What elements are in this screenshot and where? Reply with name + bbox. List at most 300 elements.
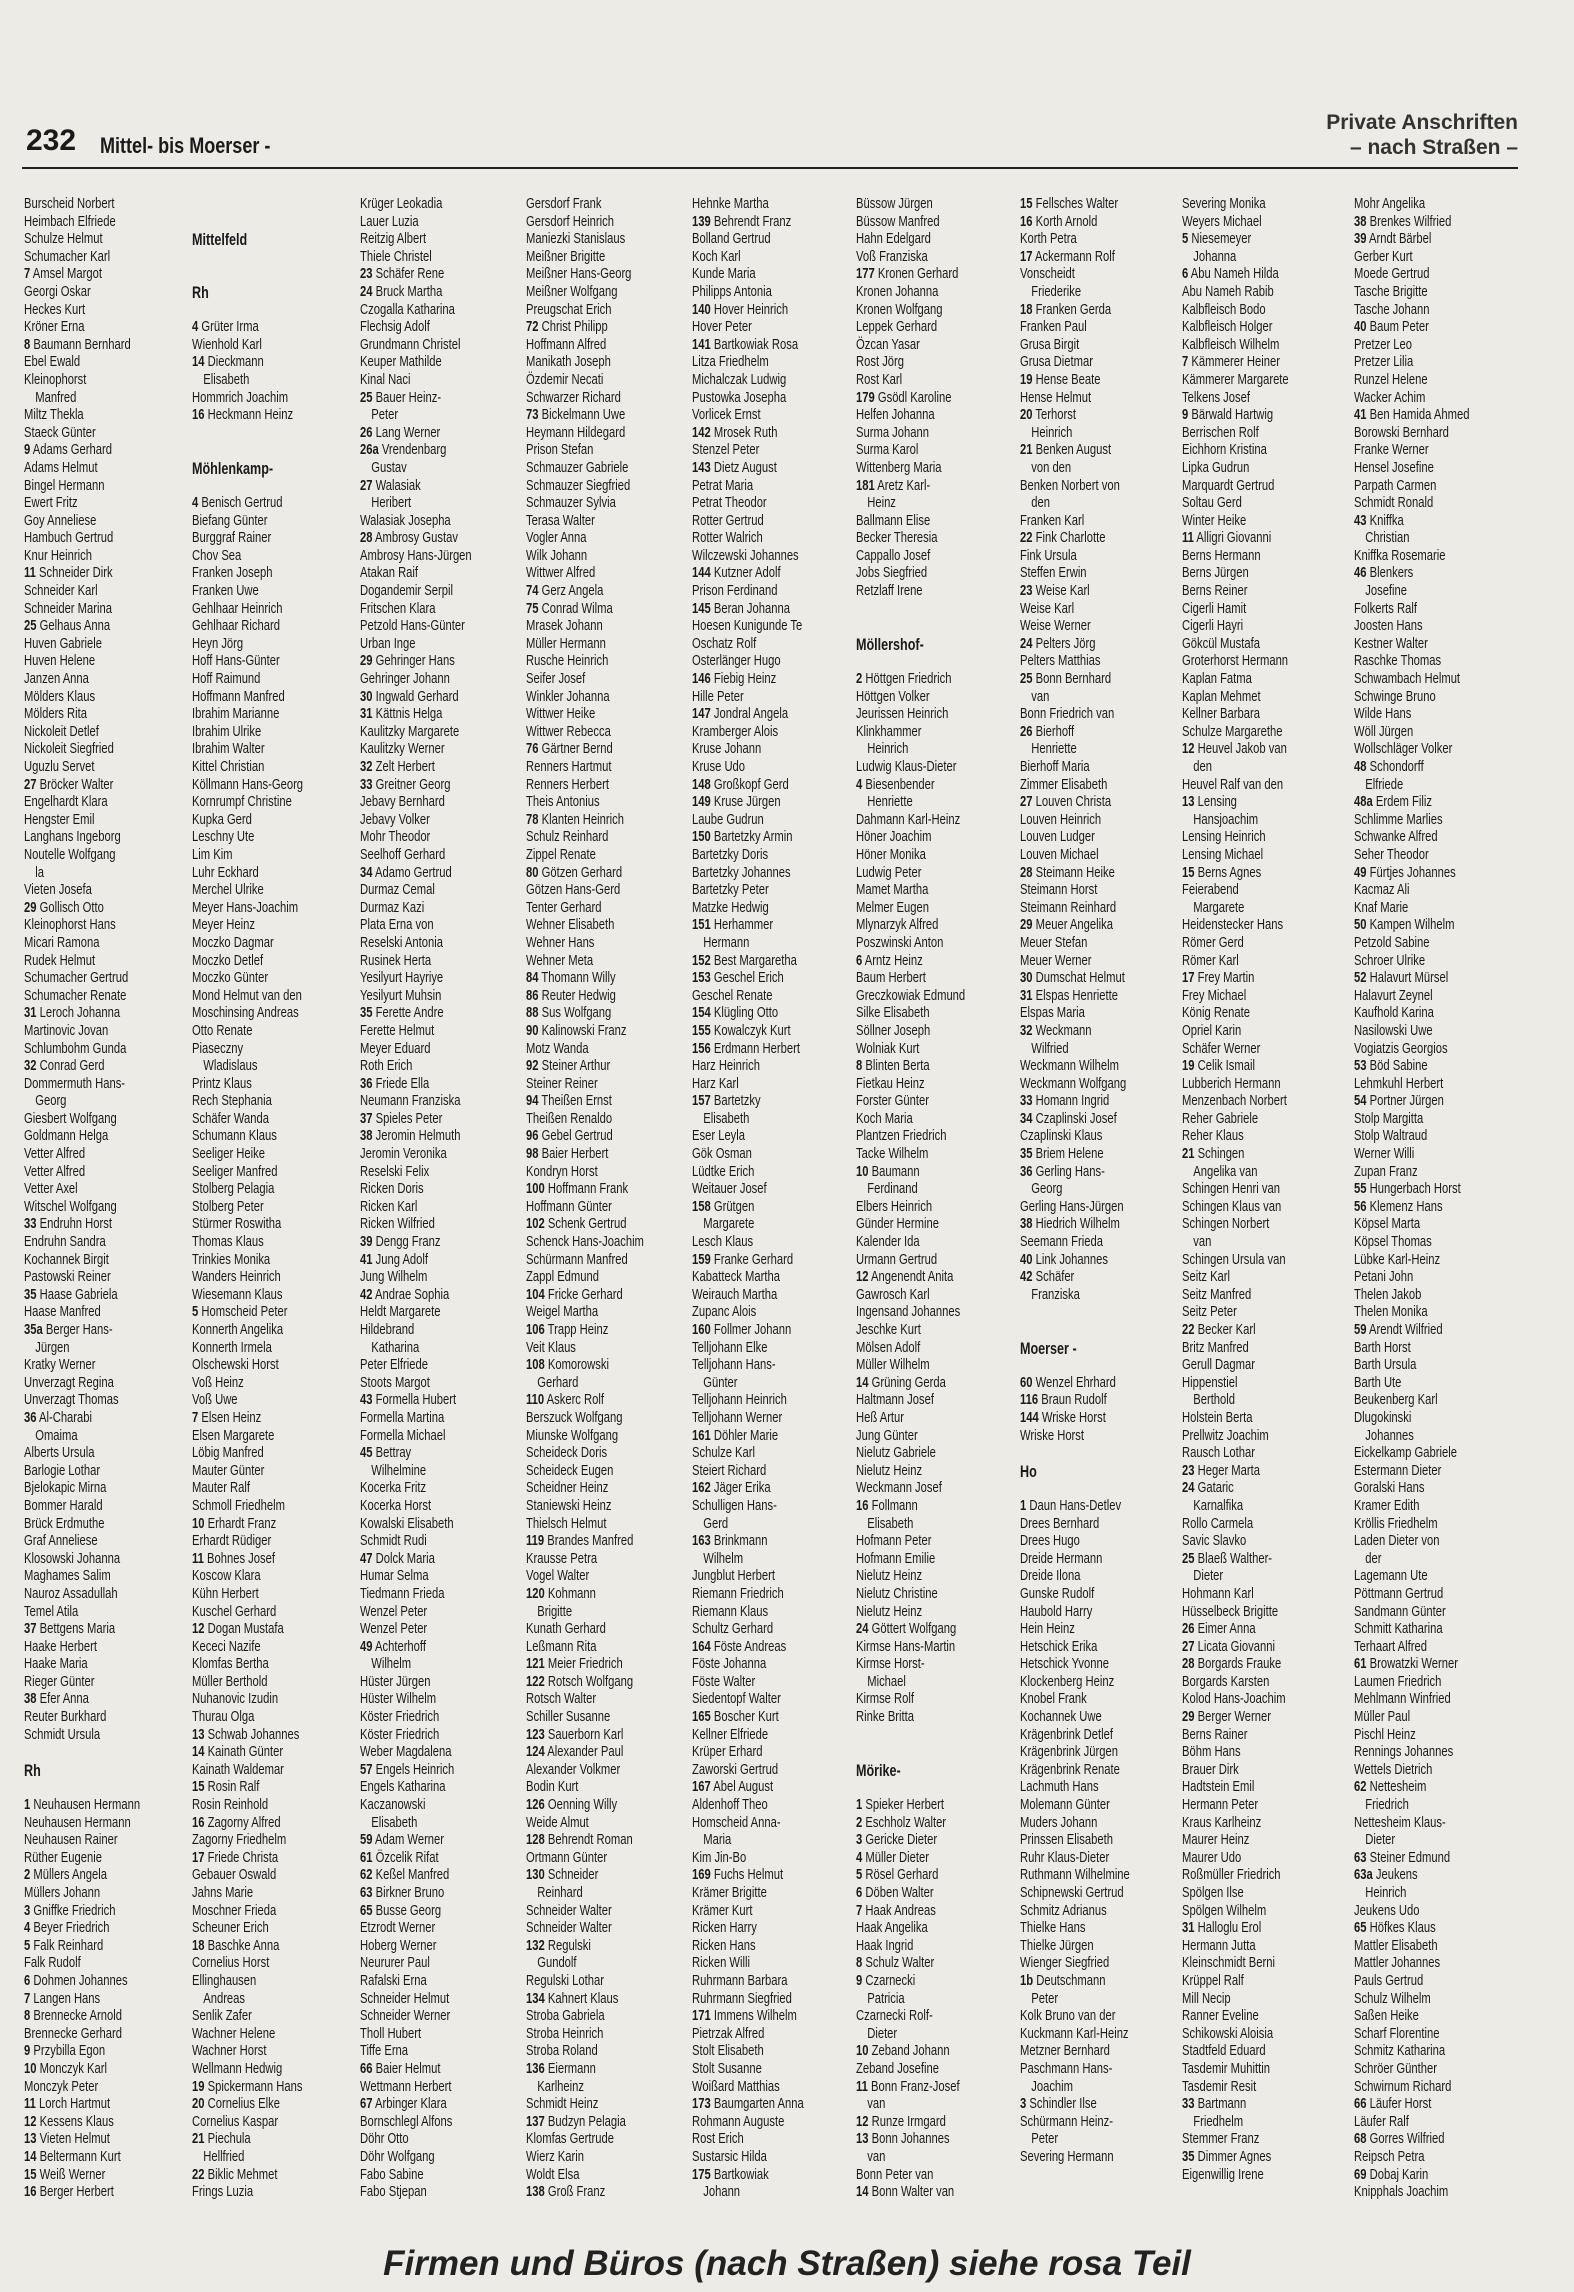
house-number: 104	[526, 1286, 545, 1303]
resident-entry: Mill Necip	[1182, 1990, 1231, 2007]
resident-entry: Staniewski Heinz	[526, 1497, 612, 1514]
resident-entry: Katharina	[360, 1339, 420, 1356]
resident-entry: Bonn Friedrich van	[1020, 706, 1115, 723]
house-number: 4	[856, 776, 863, 793]
resident-entry: 13 Schwab Johannes	[192, 1726, 300, 1743]
resident-entry: Schneider Karl	[24, 583, 98, 600]
resident-entry: 23 Heger Marta	[1182, 1462, 1260, 1479]
resident-entry: 26 Eimer Anna	[1182, 1621, 1256, 1638]
resident-entry: Voß Franziska	[856, 248, 928, 265]
resident-entry: 72 Christ Philipp	[526, 319, 608, 336]
resident-entry: 14 Dieckmann	[192, 354, 264, 371]
house-number: 24	[1182, 1480, 1195, 1497]
resident-entry: Heinrich	[1020, 424, 1073, 441]
resident-entry: Weitauer Josef	[692, 1181, 767, 1198]
resident-entry: Kaplan Mehmet	[1182, 688, 1261, 705]
resident-entry: Scheidner Heinz	[526, 1480, 609, 1497]
resident-entry: 138 Groß Franz	[526, 2184, 606, 2201]
house-number: 102	[526, 1216, 545, 1233]
resident-entry: Meyer Hans-Joachim	[192, 899, 299, 916]
house-number: 4	[856, 1849, 863, 1866]
resident-entry: Hense Helmut	[1020, 389, 1092, 406]
resident-entry: 146 Fiebig Heinz	[692, 671, 777, 688]
resident-entry: Konnerth Irmela	[192, 1339, 272, 1356]
house-number: 15	[192, 1779, 205, 1796]
resident-entry: 124 Alexander Paul	[526, 1744, 624, 1761]
resident-entry: Rost Karl	[856, 371, 903, 388]
resident-entry: Rieger Günter	[24, 1673, 95, 1690]
resident-entry: Kornrumpf Christine	[192, 794, 292, 811]
resident-entry: Wriske Horst	[1020, 1427, 1085, 1444]
resident-entry: 1b Deutschmann	[1020, 1972, 1106, 1989]
resident-entry: Kratky Werner	[24, 1357, 96, 1374]
house-number: 32	[360, 759, 373, 775]
resident-entry: 6 Arntz Heinz	[856, 952, 923, 969]
resident-entry: Wienger Siegfried	[1020, 1955, 1110, 1972]
resident-entry: Michael	[856, 1673, 906, 1690]
resident-entry: 21 Benken August	[1020, 442, 1112, 459]
resident-entry: Wienhold Karl	[192, 336, 262, 353]
resident-entry: Tasche Brigitte	[1354, 283, 1428, 300]
resident-entry: 25 Bauer Heinz-	[360, 389, 442, 406]
resident-entry: Hetschick Yvonne	[1020, 1656, 1110, 1673]
resident-entry: Meuer Werner	[1020, 952, 1092, 969]
house-number: 30	[1020, 970, 1033, 987]
resident-entry: Höner Monika	[856, 846, 926, 863]
resident-entry: Rinke Britta	[856, 1709, 915, 1726]
resident-entry: Wierz Karin	[526, 2148, 585, 2165]
resident-entry: Weckmann Josef	[856, 1480, 942, 1497]
resident-entry: 78 Klanten Heinrich	[526, 811, 624, 828]
resident-entry: Dahmann Karl-Heinz	[856, 811, 961, 828]
resident-entry: Ruhrmann Barbara	[692, 1972, 788, 1989]
resident-entry: Brennecke Gerhard	[24, 2025, 122, 2042]
resident-entry: Weide Almut	[526, 1814, 589, 1831]
resident-entry: 35a Berger Hans-	[24, 1322, 113, 1338]
resident-entry: Schingen Norbert	[1182, 1216, 1270, 1233]
resident-entry: Unverzagt Thomas	[24, 1392, 119, 1409]
resident-entry: 17 Ackermann Rolf	[1020, 248, 1115, 265]
resident-entry: Kleinschmidt Berni	[1182, 1955, 1275, 1972]
resident-entry: Prellwitz Joachim	[1182, 1427, 1269, 1444]
house-number: 38	[1354, 213, 1367, 230]
house-number: 144	[1020, 1409, 1039, 1426]
resident-entry: Lensing Michael	[1182, 846, 1264, 863]
resident-entry: 12 Angenendt Anita	[856, 1269, 954, 1286]
resident-entry: Schürmann Manfred	[526, 1251, 628, 1268]
resident-entry: Bornschlegl Alfons	[360, 2113, 453, 2130]
resident-entry: van	[1020, 688, 1050, 705]
resident-entry: Kalbfleisch Holger	[1182, 319, 1273, 336]
resident-entry: 47 Dolck Maria	[360, 1550, 435, 1567]
resident-entry	[192, 302, 303, 320]
resident-entry: 38 Brenkes Wilfried	[1354, 213, 1452, 230]
resident-entry: Hansjoachim	[1182, 811, 1259, 828]
resident-entry: Höner Joachim	[856, 829, 932, 846]
house-number: 23	[360, 266, 373, 283]
resident-entry: 50 Kampen Wilhelm	[1354, 917, 1455, 934]
resident-entry: Vogel Walter	[526, 1568, 590, 1585]
house-number: 10	[856, 1163, 869, 1180]
resident-entry: Georg	[24, 1093, 67, 1110]
resident-entry: Terasa Walter	[526, 512, 595, 529]
house-number: 120	[526, 1585, 545, 1602]
resident-entry: 5 Niesemeyer	[1182, 231, 1252, 248]
house-number: 35	[24, 1286, 37, 1303]
resident-entry: Heribert	[360, 495, 412, 512]
page-number: 232	[26, 124, 77, 157]
resident-entry: Merchel Ulrike	[192, 882, 264, 899]
resident-entry: Aldenhoff Theo	[692, 1797, 768, 1814]
house-number: 4	[192, 319, 199, 336]
resident-entry: Wehner Hans	[526, 934, 595, 951]
resident-entry: Klinkhammer	[856, 723, 922, 740]
house-number: 78	[526, 811, 539, 828]
resident-entry: Maurer Heinz	[1182, 1832, 1250, 1849]
resident-entry: Hover Peter	[692, 319, 752, 336]
resident-entry: 29 Berger Werner	[1182, 1709, 1272, 1726]
resident-entry: Schmoll Friedhelm	[192, 1497, 285, 1514]
resident-entry: Theißen Renaldo	[526, 1110, 613, 1127]
resident-entry: Römer Karl	[1182, 952, 1239, 969]
house-number: 31	[1020, 987, 1033, 1004]
resident-entry: Brauer Dirk	[1182, 1761, 1239, 1778]
resident-entry: Koch Karl	[692, 248, 741, 265]
resident-entry: 28 Borgards Frauke	[1182, 1656, 1282, 1673]
directory-column	[24, 196, 173, 2202]
resident-entry: 46 Blenkers	[1354, 565, 1414, 582]
resident-entry: Plata Erna von	[360, 917, 434, 934]
resident-entry: 27 Louven Christa	[1020, 794, 1112, 811]
resident-entry: Kocerka Fritz	[360, 1480, 427, 1497]
resident-entry: Schiller Susanne	[526, 1709, 611, 1726]
resident-entry: Neuhausen Hermann	[24, 1814, 131, 1831]
resident-entry: Müllers Johann	[24, 1885, 101, 1901]
resident-entry: Elisabeth	[192, 371, 250, 388]
resident-entry: Berns Hermann	[1182, 547, 1261, 564]
resident-entry: Müller Wilhelm	[856, 1357, 930, 1374]
resident-entry: Wettmann Herbert	[360, 2078, 452, 2095]
resident-entry: Hille Peter	[692, 688, 744, 705]
resident-entry: Martinovic Jovan	[24, 1022, 109, 1039]
resident-entry: Elisabeth	[360, 1814, 418, 1831]
resident-entry: Lachmuth Hans	[1020, 1779, 1099, 1796]
resident-entry: Ricken Doris	[360, 1181, 424, 1198]
resident-entry: Schmitt Katharina	[1354, 1621, 1443, 1638]
resident-entry: Wachner Helene	[192, 2025, 276, 2042]
resident-entry: Hetschick Erika	[1020, 1638, 1098, 1655]
house-number: 42	[1020, 1269, 1033, 1286]
resident-entry: Riemann Friedrich	[692, 1585, 784, 1602]
resident-entry: Seitz Peter	[1182, 1304, 1237, 1321]
resident-entry: Weckmann Wolfgang	[1020, 1075, 1127, 1092]
resident-entry	[192, 214, 303, 232]
resident-entry: 132 Regulski	[526, 1937, 591, 1954]
house-number: 152	[692, 952, 711, 969]
resident-entry: Elisabeth	[692, 1110, 750, 1127]
resident-entry: Miunske Wolfgang	[526, 1427, 619, 1444]
resident-entry: Goralski Hans	[1354, 1480, 1425, 1497]
resident-entry: Kaczanowski	[360, 1797, 426, 1814]
resident-entry: Wollschläger Volker	[1354, 741, 1453, 758]
resident-entry: 8 Blinten Berta	[856, 1058, 930, 1075]
resident-entry: 90 Kalinowski Franz	[526, 1022, 627, 1039]
resident-entry: Nielutz Christine	[856, 1585, 938, 1602]
resident-entry	[856, 601, 965, 619]
resident-entry: Spölgen Wilhelm	[1182, 1902, 1267, 1919]
resident-entry: 57 Engels Heinrich	[360, 1761, 455, 1778]
resident-entry: Lauer Luzia	[360, 213, 419, 230]
house-number: 35	[1182, 2148, 1195, 2165]
resident-entry: Ebel Ewald	[24, 354, 81, 371]
resident-entry: Hommrich Joachim	[192, 389, 289, 406]
resident-entry: Staeck Günter	[24, 424, 96, 441]
resident-entry: Weise Werner	[1020, 618, 1091, 635]
resident-entry: Stolt Elisabeth	[692, 2043, 764, 2060]
house-number: 1b	[1020, 1972, 1034, 1989]
resident-entry: 10 Zeband Johann	[856, 2043, 950, 2060]
resident-entry: Knaf Marie	[1354, 899, 1409, 916]
resident-entry: Hoffmann Alfred	[526, 336, 607, 353]
house-number: 162	[692, 1480, 711, 1497]
resident-entry: Seeliger Manfred	[192, 1163, 278, 1180]
resident-entry: 173 Baumgarten Anna	[692, 2096, 804, 2113]
resident-entry: 15 Fellsches Walter	[1020, 196, 1119, 212]
house-number: 23	[1020, 583, 1033, 600]
resident-entry: Engelhardt Klara	[24, 794, 108, 811]
resident-entry: 49 Achterhoff	[360, 1638, 426, 1655]
house-number: 29	[360, 653, 373, 670]
resident-entry: Wöll Jürgen	[1354, 723, 1414, 740]
resident-entry: Kuschel Gerhard	[192, 1603, 277, 1620]
resident-entry: Louven Heinrich	[1020, 811, 1102, 828]
resident-entry: Lehmkuhl Herbert	[1354, 1075, 1444, 1092]
house-number: 29	[1020, 917, 1033, 934]
house-number: 53	[1354, 1058, 1367, 1075]
house-number: 7	[1182, 354, 1189, 371]
resident-entry: Steffen Erwin	[1020, 565, 1087, 582]
resident-entry: Kalender Ida	[856, 1234, 920, 1251]
resident-entry: Grusa Dietmar	[1020, 354, 1093, 371]
resident-entry: Haubold Harry	[1020, 1603, 1093, 1620]
resident-entry: Nickoleit Siegfried	[24, 741, 114, 758]
resident-entry: 48 Schondorff	[1354, 759, 1424, 775]
resident-entry: 37 Bettgens Maria	[24, 1621, 116, 1638]
resident-entry: 33 Homann Ingrid	[1020, 1093, 1110, 1110]
resident-entry: Seher Theodor	[1354, 846, 1429, 863]
resident-entry: Kaulitzky Werner	[360, 741, 445, 758]
house-number: 23	[1182, 1462, 1195, 1479]
resident-entry: 31 Leroch Johanna	[24, 1005, 121, 1022]
house-number: 14	[856, 1374, 869, 1391]
resident-entry: Nielutz Heinz	[856, 1462, 923, 1479]
resident-entry: 40 Baum Peter	[1354, 319, 1429, 336]
house-number: 28	[1020, 864, 1033, 881]
house-number: 148	[692, 776, 711, 793]
resident-entry: Fritschen Klara	[360, 600, 436, 617]
resident-entry: Prinssen Elisabeth	[1020, 1832, 1113, 1849]
resident-entry: Müller Hermann	[526, 635, 606, 652]
resident-entry: 22 Becker Karl	[1182, 1322, 1256, 1338]
house-number: 40	[1020, 1251, 1033, 1268]
resident-entry: Hoffmann Günter	[526, 1198, 612, 1215]
resident-entry: Laden Dieter von	[1354, 1533, 1440, 1550]
resident-entry: Günter	[692, 1374, 738, 1391]
resident-entry: Hüster Jürgen	[360, 1673, 431, 1690]
resident-entry: 41 Jung Adolf	[360, 1251, 429, 1268]
house-number: 33	[24, 1216, 37, 1233]
resident-entry: Joachim	[1020, 2078, 1074, 2095]
resident-entry: Vogiatzis Georgios	[1354, 1040, 1448, 1057]
house-number: 54	[1354, 1093, 1367, 1110]
resident-entry: Jeukens Udo	[1354, 1902, 1420, 1919]
street-heading: Rh	[24, 1760, 41, 1780]
resident-entry: 140 Hover Heinrich	[692, 301, 789, 318]
house-number: 6	[856, 952, 863, 969]
house-number: 110	[526, 1392, 545, 1409]
resident-entry: 41 Ben Hamida Ahmed	[1354, 407, 1470, 424]
resident-entry: Weise Karl	[1020, 600, 1075, 617]
resident-entry: Stroba Gabriela	[526, 2008, 605, 2025]
resident-entry: Gerull Dagmar	[1182, 1357, 1255, 1374]
house-number: 27	[1182, 1638, 1195, 1655]
resident-entry: 25 Bonn Bernhard	[1020, 671, 1112, 688]
resident-entry: Höttgen Volker	[856, 688, 930, 705]
resident-entry: 45 Bettray	[360, 1445, 412, 1462]
resident-entry: 3 Schindler Ilse	[1020, 2096, 1097, 2113]
resident-entry: Karnalfika	[1182, 1497, 1244, 1514]
resident-entry: Bjelokapic Mirna	[24, 1480, 107, 1497]
house-number: 116	[1020, 1392, 1039, 1409]
resident-entry: Kruse Udo	[692, 759, 746, 775]
resident-entry: Angelika van	[1182, 1163, 1258, 1180]
house-number: 124	[526, 1744, 545, 1761]
resident-entry: Wittenberg Maria	[856, 459, 942, 476]
house-number: 8	[856, 1058, 863, 1075]
resident-entry: Haase Manfred	[24, 1304, 101, 1321]
resident-entry: Johanna	[1182, 248, 1237, 265]
resident-entry: Peter	[1020, 2131, 1059, 2148]
resident-entry: Ruhr Klaus-Dieter	[1020, 1849, 1110, 1866]
resident-entry: Wanders Heinrich	[192, 1269, 281, 1286]
resident-entry: Wladislaus	[192, 1058, 258, 1075]
resident-entry: Jeromin Veronika	[360, 1146, 447, 1163]
resident-entry: Stürmer Roswitha	[192, 1216, 282, 1233]
house-number: 126	[526, 1797, 545, 1814]
resident-entry: 121 Meier Friedrich	[526, 1656, 623, 1673]
house-number: 37	[24, 1621, 37, 1638]
resident-entry: Peter Elfriede	[360, 1357, 429, 1374]
resident-entry: Elisabeth	[856, 1515, 914, 1532]
resident-entry: 68 Gorres Wilfried	[1354, 2131, 1445, 2148]
resident-entry	[856, 1779, 965, 1797]
house-number: 1	[24, 1797, 31, 1814]
resident-entry: 137 Budzyn Pelagia	[526, 2113, 626, 2130]
house-number: 147	[692, 706, 711, 723]
resident-entry: Petzold Hans-Günter	[360, 618, 465, 635]
resident-entry: Weirauch Martha	[692, 1286, 778, 1303]
resident-entry: 156 Erdmann Herbert	[692, 1040, 800, 1057]
resident-entry: Luhr Eckhard	[192, 864, 259, 881]
resident-entry: 31 Kättnis Helga	[360, 706, 443, 723]
resident-entry: Yesilyurt Hayriye	[360, 970, 444, 987]
resident-entry: Alexander Volkmer	[526, 1761, 621, 1778]
resident-entry: 20 Cornelius Elke	[192, 2096, 280, 2113]
resident-entry: Tasche Johann	[1354, 301, 1430, 318]
house-number: 150	[692, 829, 711, 846]
house-number: 7	[24, 266, 31, 283]
house-number: 36	[360, 1075, 373, 1092]
house-number: 2	[24, 1867, 31, 1884]
resident-entry: Jürgen	[24, 1339, 70, 1356]
house-number: 16	[192, 407, 205, 424]
resident-entry: 38 Jeromin Helmuth	[360, 1128, 461, 1145]
resident-entry: 27 Licata Giovanni	[1182, 1638, 1275, 1655]
resident-entry: Temel Atila	[24, 1603, 79, 1620]
resident-entry: Krüper Erhard	[692, 1744, 763, 1761]
house-number: 141	[692, 336, 711, 353]
resident-entry: Rollo Carmela	[1182, 1515, 1254, 1532]
resident-entry: Runzel Helene	[1354, 371, 1428, 388]
resident-entry: Zupan Franz	[1354, 1163, 1418, 1180]
resident-entry: Hoesen Kunigunde Te	[692, 618, 803, 635]
resident-entry: Kinal Naci	[360, 371, 411, 388]
directory-column	[692, 196, 835, 2202]
house-number: 9	[1182, 407, 1189, 424]
resident-entry: Berthold	[1182, 1392, 1236, 1409]
resident-entry: Karlheinz	[526, 2078, 585, 2095]
resident-entry: Kröllis Friedhelm	[1354, 1515, 1438, 1532]
house-number: 59	[360, 1832, 373, 1849]
resident-entry: Wilhelmine	[360, 1462, 427, 1479]
house-number: 2	[856, 1814, 863, 1831]
resident-entry: Moczko Günter	[192, 970, 269, 987]
house-number: 12	[192, 1621, 205, 1638]
resident-entry: Holstein Berta	[1182, 1409, 1253, 1426]
resident-entry: 67 Arbinger Klara	[360, 2096, 447, 2113]
resident-entry: Heldt Margarete	[360, 1304, 441, 1321]
house-number: 15	[1020, 196, 1033, 212]
resident-entry: Voß Heinz	[192, 1374, 244, 1391]
resident-entry: Klomfas Bertha	[192, 1656, 269, 1673]
resident-entry: Manfred	[24, 389, 77, 406]
house-number: 52	[1354, 970, 1367, 987]
house-number: 167	[692, 1779, 711, 1796]
resident-entry: Ricken Karl	[360, 1198, 418, 1215]
resident-entry: Werner Willi	[1354, 1146, 1415, 1163]
resident-entry: Frey Michael	[1182, 987, 1247, 1004]
resident-entry: Franken Karl	[1020, 512, 1085, 529]
resident-entry: 144 Wriske Horst	[1020, 1409, 1106, 1426]
resident-entry: Klosowski Johanna	[24, 1550, 121, 1567]
resident-entry: 30 Dumschat Helmut	[1020, 970, 1125, 987]
resident-entry: Maria	[692, 1832, 732, 1849]
resident-entry: Kirmse Horst-	[856, 1656, 925, 1673]
resident-entry: Tasdemir Resit	[1182, 2078, 1257, 2095]
resident-entry: 19 Spickermann Hans	[192, 2078, 303, 2095]
house-number: 18	[1020, 301, 1033, 318]
resident-entry: Michalczak Ludwig	[692, 371, 787, 388]
resident-entry: Pauls Gertrud	[1354, 1972, 1424, 1989]
resident-entry: Mölders Klaus	[24, 688, 96, 705]
resident-entry: Vogler Anna	[526, 530, 587, 547]
resident-entry: Ricken Willi	[692, 1955, 751, 1972]
resident-entry: Kainath Waldemar	[192, 1761, 284, 1778]
resident-entry: Borgards Karsten	[1182, 1673, 1270, 1690]
resident-entry: Telljohann Heinrich	[692, 1392, 787, 1409]
house-number: 33	[360, 776, 373, 793]
resident-entry: 8 Schulz Walter	[856, 1955, 935, 1972]
